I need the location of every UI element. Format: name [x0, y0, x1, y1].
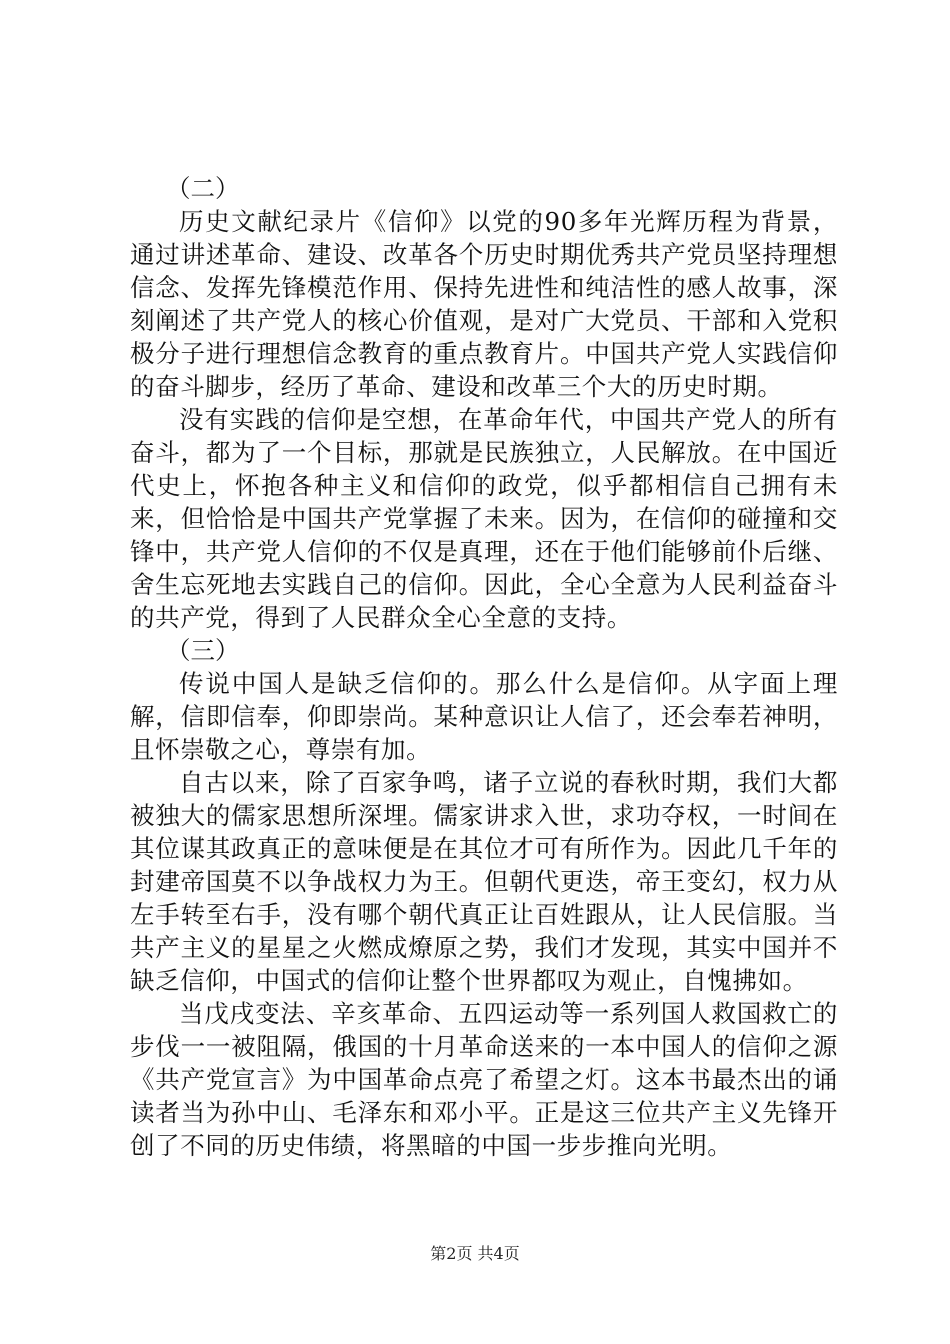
page-number-footer: 第2页 共4页	[430, 1244, 520, 1263]
section-heading-3: （三）	[166, 636, 240, 665]
paragraph: 没有实践的信仰是空想，在革命年代，中国共产党人的所有奋斗，都为了一个目标，那就是民族独立，人民解放。在中国近代史上，怀抱各种主义和信仰的政党，似乎都相信自己拥有未来，但恰恰是中国共产党掌握了未来。因为，在信仰的碰撞和交锋中，共产党人信仰的不仅是真理，还在于他们能够前仆后继、舍生忘死地去实践自己的信仰。因此，全心全意为人民利益奋斗的共产党，得到了人民群众全心全意的支持。	[130, 405, 838, 632]
section-heading-2: （二）	[166, 174, 240, 203]
paragraph: 传说中国人是缺乏信仰的。那么什么是信仰。从字面上理解，信即信奉，仰即崇尚。某种意识让人信了，还会奉若神明，且怀崇敬之心，尊崇有加。	[130, 669, 838, 764]
paragraph: 当戊戌变法、辛亥革命、五四运动等一系列国人救国救亡的步伐一一被阻隔，俄国的十月革命送来的一本中国人的信仰之源《共产党宣言》为中国革命点亮了希望之灯。这本书最杰出的诵读者当为孙中山、毛泽东和邓小平。正是这三位共产主义先锋开创了不同的历史伟绩，将黑暗的中国一步步推向光明。	[130, 999, 838, 1160]
document-body	[130, 172, 838, 1162]
paragraph: 自古以来，除了百家争鸣，诸子立说的春秋时期，我们大都被独大的儒家思想所深埋。儒家讲求入世，求功夺权，一时间在其位谋其政真正的意味便是在其位才可有所作为。因此几千年的封建帝国莫不以争战权力为王。但朝代更迭，帝王变幻，权力从左手转至右手，没有哪个朝代真正让百姓跟从，让人民信服。当共产主义的星星之火燃成燎原之势，我们才发现，其实中国并不缺乏信仰，中国式的信仰让整个世界都叹为观止，自愧拂如。	[130, 768, 838, 995]
paragraph: 历史文献纪录片《信仰》以党的90多年光辉历程为背景，通过讲述革命、建设、改革各个历史时期优秀共产党员坚持理想信念、发挥先锋模范作用、保持先进性和纯洁性的感人故事，深刻阐述了共产党人的核心价值观，是对广大党员、干部和入党积极分子进行理想信念教育的重点教育片。中国共产党人实践信仰的奋斗脚步，经历了革命、建设和改革三个大的历史时期。	[130, 207, 838, 401]
